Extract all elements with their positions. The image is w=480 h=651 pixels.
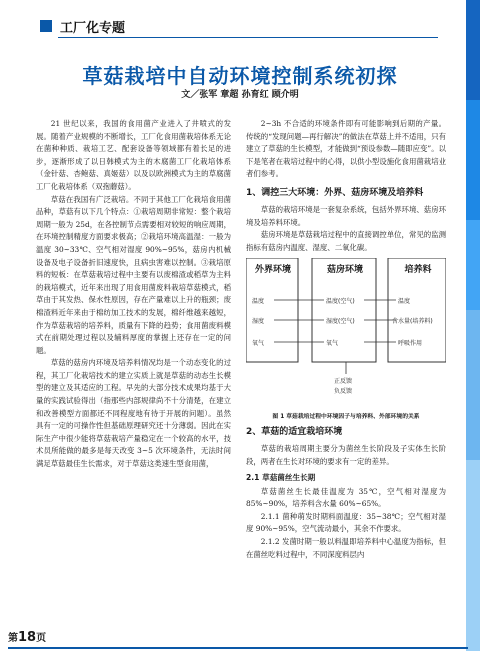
substrate-row: 温度 [398,298,411,306]
room-row: 氧气 [326,340,339,348]
paragraph: 21 世纪以来，我国的食用菌产业进入了井喷式的发展。随着产业规模的不断增长，工厂化食用菌栽培体系无论在菌种种质、栽培工艺、配套设备等领域都有着长足的进步，逐渐形成了以日韩模式为主的木腐菌工厂化栽培体系（金针菇、杏鲍菇、真姬菇）以及以欧洲模式为主的草腐菌工厂化栽培体系（双孢蘑菇）。 [36,119,231,191]
paragraph: 草菇的菇房内环境及培养料情况均是一个动态变化的过程，其工厂化栽培技术的建立实质上就是草菇的动态生长模型的建立及其适应的工程。早先的大部分技术成果均基于大量的实践试验得出（指那些内部规律尚不十分清楚，在建立和改善模型方面都还不同程度地有待于开展的问题）。虽然具有一定的可操作性但基础原理研究还十分薄弱。因此在实际生产中很少能将草菇栽培产量稳定在一个较高的水平，技术员所能做的最多是每天改变 3~5 次环境条件，无法时间满足草菇最佳生长需求，对于草菇这类速生型食用菌， [36,358,231,469]
section-heading: 1、调控三大环境：外界、菇房环境及培养料 [246,187,424,198]
right-column [246,118,446,561]
outer-row: 湿度 [252,318,265,326]
room-row: 温度(空气) [326,298,355,306]
outer-env-label: 外界环境 [254,265,291,276]
paragraph: 菇房环境是草菇栽培过程中的直接调控单位，常见的监测指标有菇房内温度、湿度、二氧化碳。 [246,230,446,252]
paragraph: 草菇菌丝生长最佳温度为 35℃，空气相对湿度为 85%~90%，培养料含水量 60%~65%。 [246,486,446,509]
paragraph: 草菇的栽培周期主要分为菌丝生长阶段及子实体生长阶段，两者在生长对环境的要求有一定的差异。 [246,444,446,466]
footer-divider [8,647,468,649]
legend-negative: 负反馈 [334,388,353,396]
outer-row: 温度 [252,298,265,306]
subsection-heading: 2.1 草菇菌丝生长期 [246,472,316,482]
page-number [8,629,52,643]
paragraph: 草菇在我国有广泛栽培。不同于其他工厂化栽培食用菌品种，草菇有以下几个特点：①栽培周期非常短：整个栽培周期一般为 25d，在各控制节点需要相对较短的响应周期，在环境控制精度方面要求极高；②栽培环境高温湿：一般为温度 30~33℃、空气相对湿度 90%~95%，菇房内机械设备及电子设备折旧速度快，且病虫害难以控制。③栽培原料的短板：在草菇栽培过程中主要有以废棉渣或稻草为主料的栽培模式，近年来出现了用食用菌废料栽培草菇模式，稻草由于其发热、保水性原因，存在产量难以上升的瓶颈；废棉渣料近年来由于棉纺加工技术的发展，棉纤维越来越短，作为草菇栽培的培养料，质量有下降的趋势；食用菌废料模式在前期处理过程以及辅料厚度的掌握上还存在一定的问题。 [36,194,231,355]
substrate-row: 呼吸作用 [398,340,423,348]
figure-caption: 图 1 草菇栽培过程中环境因子与培养料、外部环境的关系 [272,414,420,421]
article-title: 草菇栽培中自动环境控制系统初探 [82,64,398,88]
left-column [36,118,231,471]
paragraph: 2.1.2 发菌时期一般以料温即培养料中心温度为指标，但在菌丝吃料过程中，不同深度料层内 [246,536,446,559]
page-footer [0,621,480,651]
section-heading: 2、草菇的适宜栽培环境 [246,427,343,438]
header-bar [0,0,480,40]
room-row: 湿度(空气) [326,318,355,326]
outer-row: 氧气 [252,340,265,348]
page-prefix: 第 [8,633,18,644]
substrate-row: 含水量(培养料) [392,318,433,326]
section-label: 工厂化专题 [60,21,126,36]
side-stripe [466,310,480,460]
paragraph: 2~3h 不合适的环境条件即有可能影响到后期的产量。传统的“发现问题—再行解决”的做法在草菇上并不适用，只有建立了草菇的生长模型，才能做到“预设参数—随即应变”。以下是笔者在栽培过程中的心得，以供小型设施化食用菌栽培业者们参考。 [246,119,446,179]
section-marker-icon [40,20,52,32]
article-authors: 文／张军 章超 孙育红 顾介明 [181,90,299,100]
side-stripe [466,100,480,220]
legend-positive: 正反馈 [334,378,353,386]
page-num: 18 [18,630,37,645]
room-env-label: 菇房环境 [326,265,363,276]
substrate-label: 培养料 [404,265,432,276]
figure-diagram [246,258,446,408]
header-divider [58,37,438,38]
side-stripe [466,220,480,310]
page-suffix: 页 [36,633,47,644]
paragraph: 草菇的栽培环境是一套复杂系统，包括外界环境、菇房环境及培养料环境。 [246,204,446,227]
paragraph: 2.1.1 菌种萌发时期料面温度：35~38℃；空气相对湿度 90%~95%，空气流动最小，其余不作要求。 [246,511,446,534]
